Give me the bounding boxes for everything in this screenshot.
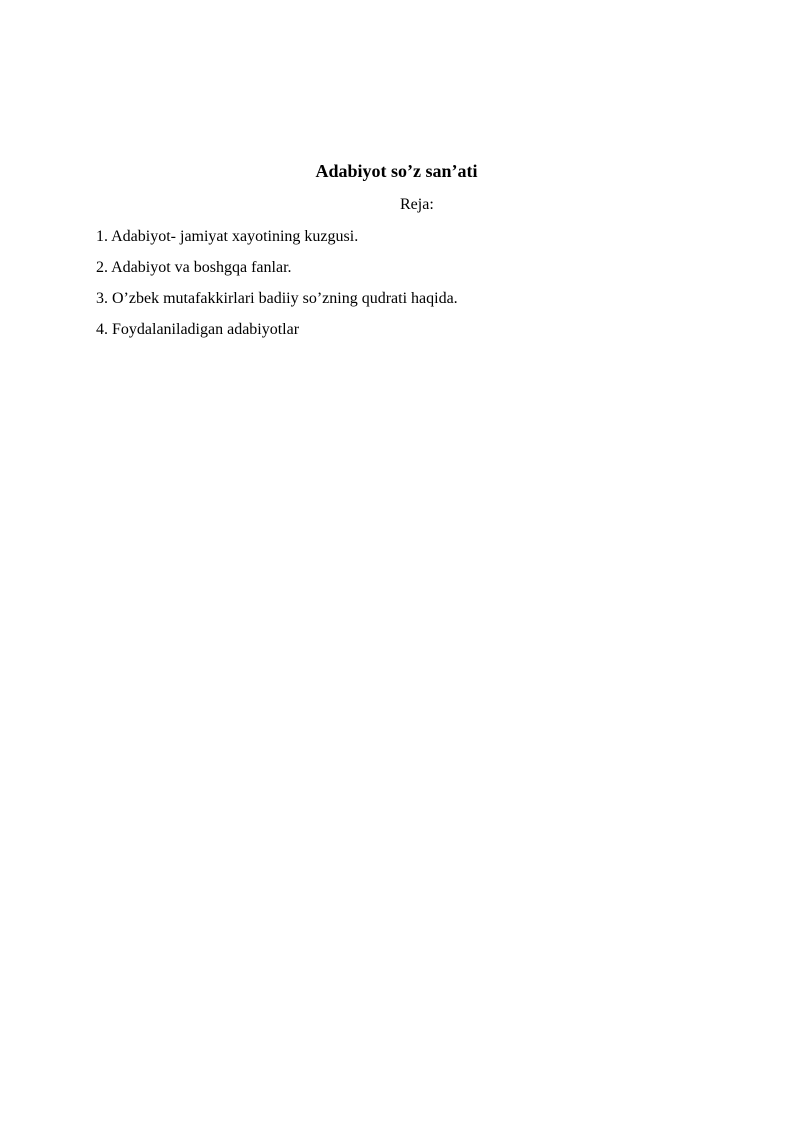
document-title: Adabiyot so’z san’ati [315, 161, 478, 181]
plan-item-3: 3. O’zbek mutafakkirlari badiiy so’zning qudrati haqida. [96, 290, 458, 307]
plan-item-2: 2. Adabiyot va boshgqa fanlar. [96, 259, 292, 276]
plan-item-4: 4. Foydalaniladigan adabiyotlar [96, 321, 300, 338]
plan-label: Reja: [400, 196, 434, 213]
plan-list [96, 226, 458, 350]
plan-item-1: 1. Adabiyot- jamiyat xayotining kuzgusi. [96, 228, 359, 245]
